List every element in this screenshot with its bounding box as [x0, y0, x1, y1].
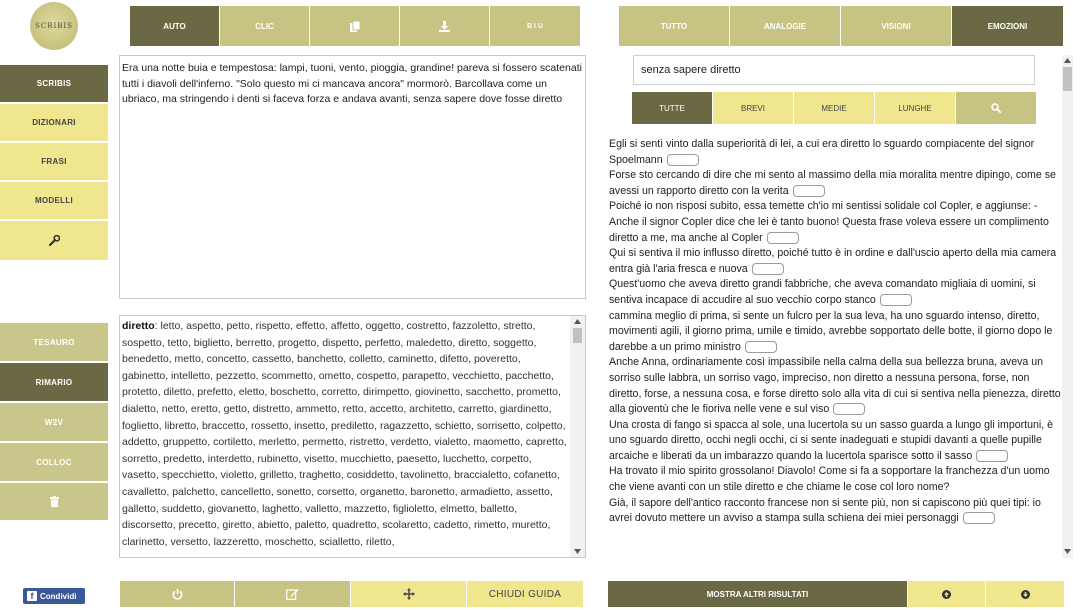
arrow-up-circle-icon [942, 590, 951, 599]
arrow-down-circle-icon [1021, 590, 1030, 599]
scroll-down-arrow-icon [1064, 549, 1071, 554]
text-format-button[interactable]: B I U [490, 6, 580, 46]
sidebar-item-tesauro[interactable]: TESAURO [0, 323, 108, 362]
scroll-down-arrow-icon [574, 549, 581, 554]
list-item [609, 137, 1061, 168]
result-action-button[interactable] [793, 185, 825, 197]
list-item [609, 246, 1061, 277]
tab-visioni[interactable]: VISIONI [841, 6, 952, 46]
result-action-button[interactable] [833, 403, 865, 415]
result-text: Una crosta di fango si spacca al sole, una lucertola su un sasso guarda a lungo gli importuni, è uno sguardo diretto, occhi negli occhi, ci si sente inadeguati e stupidi davanti a quelle pupille arcaiche e liberati da un imbarazzo quando la lucertola sparisce sotto il sasso [609, 418, 1054, 462]
list-item [609, 496, 1061, 527]
results-list [609, 137, 1061, 557]
results-scroll-thumb[interactable] [1063, 67, 1072, 91]
result-action-button[interactable] [752, 263, 784, 275]
sidebar-item-settings[interactable] [0, 221, 108, 261]
edit-button[interactable] [235, 581, 351, 607]
close-guide-button[interactable]: CHIUDI GUIDA [467, 581, 583, 607]
filter-tutte[interactable]: TUTTE [632, 92, 713, 124]
edit-icon [286, 588, 299, 600]
list-item [609, 168, 1061, 199]
copy-button[interactable] [310, 6, 400, 46]
length-filters [632, 92, 1036, 124]
list-item [609, 418, 1061, 465]
bottom-toolbar [120, 581, 583, 607]
tab-emozioni[interactable]: EMOZIONI [952, 6, 1063, 46]
result-action-button[interactable] [976, 450, 1008, 462]
facebook-icon: f [27, 591, 37, 601]
rimario-scroll-thumb[interactable] [573, 328, 582, 343]
rimario-word-list: : letto, aspetto, petto, rispetto, effetto, affetto, oggetto, costretto, fazzoletto, stretto, sospetto, tetto, biglietto, berretto, progetto, dispetto, perfetto, maledetto, diretto, soggetto, benedetto, metto, concetto, cassetto, banchetto, colletto, caminetto, difetto, poveretto, gabinetto, intelletto, pezzetto, scommetto, ometto, cospetto, parapetto, vecchietto, pacchetto, protetto, diletto, prefetto, eletto, boschetto, corretto, dirimpetto, giovinetto, sacchetto, prometto, dialetto, netto, eretto, getto, distretto, ammetto, retto, accetto, architetto, carretto, giardinetto, foglietto, libretto, braccetto, rossetto, insetto, prediletto, ragazzetto, schietto, sorrisetto, colpetto, addetto, gruppetto, cortiletto, merletto, permetto, ristretto, verdetto, vialetto, maometto, capretto, sorretto, predetto, interdetto, rubinetto, visetto, mucchietto, paesetto, lucchetto, corpetto, vasetto, specchietto, violetto, grilletto, traghetto, cosiddetto, tavolinetto, braccialetto, cofanetto, cavalletto, palchetto, cancelletto, sonetto, corsetto, organetto, baronetto, armadietto, assetto, galletto, suddetto, giovanetto, laghetto, valletto, mazzetto, figlioletto, elmetto, balletto, discorsetto, precetto, giretto, abietto, paletto, quadretto, scolaretto, cadetto, rimetto, muretto, clarinetto, versetto, lazzeretto, moschetto, scialletto, riletto, [122, 320, 567, 548]
results-scrollbar[interactable] [1062, 55, 1073, 558]
result-text: Quest'uomo che aveva diretto grandi fabbriche, che aveva comandato migliaia di uomini, si sentiva incapace di accudire al suo vecchio corpo stanco [609, 278, 1036, 306]
previous-button[interactable] [908, 581, 986, 607]
scroll-up-arrow-icon [574, 319, 581, 324]
sidebar-item-colloc[interactable]: COLLOC [0, 443, 108, 482]
sidebar-item-rimario[interactable]: RIMARIO [0, 363, 108, 402]
rimario-scrollbar[interactable] [570, 316, 585, 557]
results-toolbar [608, 581, 1064, 607]
sidebar-item-delete[interactable] [0, 483, 108, 521]
next-button[interactable] [986, 581, 1064, 607]
sidebar-item-modelli[interactable]: MODELLI [0, 182, 108, 220]
editor-toolbar [130, 6, 580, 46]
list-item [609, 199, 1061, 246]
list-item [609, 464, 1061, 495]
result-action-button[interactable] [745, 341, 777, 353]
list-item [609, 277, 1061, 308]
filter-medie[interactable]: MEDIE [794, 92, 875, 124]
power-button[interactable] [120, 581, 235, 607]
share-label: Condividi [40, 591, 77, 601]
result-text: Egli si sentì vinto dalla superiorità di lei, a cui era diretto lo sguardo compiacente del signor Spoelmann [609, 138, 1035, 166]
tab-tutto[interactable]: TUTTO [619, 6, 730, 46]
wrench-icon [49, 235, 60, 246]
tab-analogie[interactable]: ANALOGIE [730, 6, 841, 46]
power-icon [172, 589, 183, 600]
scribis-logo[interactable] [30, 2, 78, 50]
move-button[interactable] [351, 581, 467, 607]
copy-icon [350, 21, 360, 32]
result-action-button[interactable] [880, 294, 912, 306]
result-text: Ha trovato il mio spirito grossolano! Diavolo! Come si fa a sopportare la franchezza d'un uomo che viene avanti con un stile diretto e che chiame le cose col loro nome? [609, 465, 1050, 494]
sidebar-item-scribis[interactable]: SCRIBIS [0, 65, 108, 103]
result-text: Poiché io non risposi subito, essa temette ch'io mi sentissi solidale col Copler, e aggiunse: - Anche il signor Copler dice che lei è tanto buono! Questa frase voleva essere un complimento diretto a me, ma anche al Copler [609, 200, 1049, 244]
result-action-button[interactable] [963, 512, 995, 524]
filter-brevi[interactable]: BREVI [713, 92, 794, 124]
rimario-results [119, 315, 586, 558]
search-input[interactable]: senza sapere diretto [633, 55, 1035, 85]
result-action-button[interactable] [767, 232, 799, 244]
result-text: cammina meglio di prima, si sente un fulcro per la sua leva, ha uno sguardo intenso, diretto, movimenti agili, il giorno prima, umile e timido, avrebbe sopportato delle botte, il giorno dopo le darebbe a un primo ministro [609, 309, 1053, 353]
list-item [609, 355, 1061, 417]
search-icon [991, 103, 1001, 113]
logo-text: SCRIBIS [35, 22, 73, 30]
show-more-results-button[interactable]: MOSTRA ALTRI RISULTATI [608, 581, 908, 607]
sidebar-item-w2v[interactable]: W2V [0, 403, 108, 442]
result-text: Qui si sentiva il mio influsso diretto, poiché tutto è in ordine e dall'uscio aperto della mia camera entra già l'aria fresca e nuova [609, 247, 1057, 275]
search-button[interactable] [956, 92, 1036, 124]
result-text: Già, il sapore dell'antico racconto francese non si sente più, non si capiscono più quei tipi: io avrei dovuto mettere un avviso a stampa sulla schiena dei miei personaggi [609, 496, 1041, 525]
sidebar-item-dizionari[interactable]: DIZIONARI [0, 104, 108, 142]
result-text: Forse sto cercando di dire che mi sento al massimo della mia moralita mentre dipingo, come se avessi un rapporto diretto con la verita [609, 169, 1056, 197]
filter-lunghe[interactable]: LUNGHE [875, 92, 956, 124]
download-button[interactable] [400, 6, 490, 46]
rimario-headword: diretto [122, 320, 155, 332]
result-text: Anche Anna, ordinariamente così impassibile nella calma della sua bellezza bruna, aveva un sorriso sulle labbra, un sorriso vago, impreciso, non diretto a nessuna persona, forse, non diretto, forse, a nessuna cosa, e forse diretto solo alla vita di cui si sentiva nella pienezza, diretto alla gioventù che le fioriva nelle vene e sul viso [609, 356, 1061, 416]
share-button[interactable] [23, 588, 85, 604]
auto-button[interactable]: AUTO [130, 6, 220, 46]
category-tabs [619, 6, 1063, 46]
download-icon [439, 21, 450, 32]
sidebar-item-frasi[interactable]: FRASI [0, 143, 108, 181]
result-action-button[interactable] [667, 154, 699, 166]
list-item [609, 309, 1061, 356]
editor-textarea[interactable]: Era una notte buia e tempestosa: lampi, tuoni, vento, pioggia, grandine! pareva si fossero scatenati tutti i diavoli dell'inferno. "Solo questo mi ci mancava ancora" mormorò. Barcollava come un ubriaco, ma stringendo i denti si faceva forza e andava avanti, senza sapere dove fosse diretto [119, 55, 586, 299]
trash-icon [50, 496, 59, 507]
clic-button[interactable]: CLIC [220, 6, 310, 46]
move-arrows-icon [403, 588, 415, 600]
scroll-up-arrow-icon [1064, 58, 1071, 63]
